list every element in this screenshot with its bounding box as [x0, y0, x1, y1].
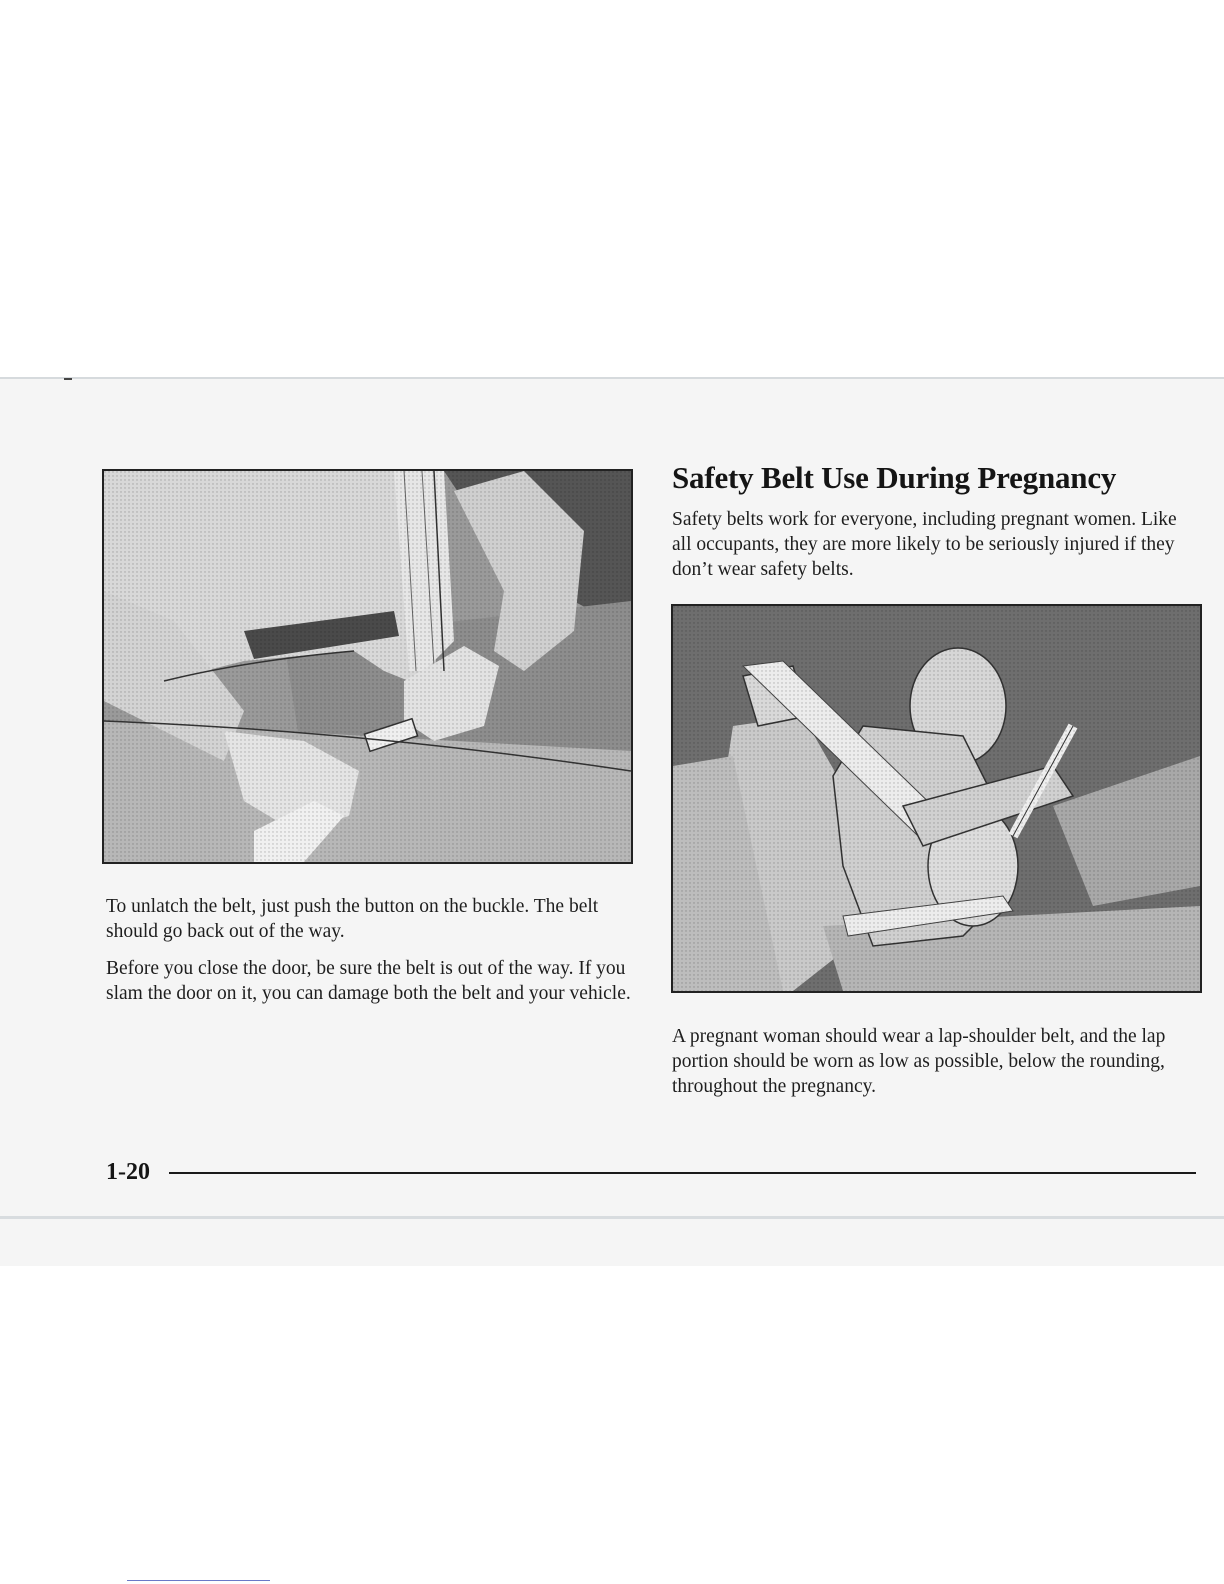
scan-mark — [64, 378, 72, 380]
door-paragraph: Before you close the door, be sure the belt is out of the way. If you slam the door on it, you can damage both the belt and your vehicle. — [106, 958, 631, 1004]
section-heading: Safety Belt Use During Pregnancy — [672, 460, 1117, 495]
buckle-unlatch-illustration — [102, 469, 633, 864]
pregnant-woman-belt-illustration — [671, 604, 1202, 993]
link-underline — [127, 1580, 270, 1581]
footer-rule — [169, 1172, 1196, 1174]
intro-paragraph: Safety belts work for everyone, including pregnant women. Like all occupants, they are more likely to be seriously injured if they don’t wear safety belts. — [672, 509, 1177, 580]
pregnant-paragraph: A pregnant woman should wear a lap-shoulder belt, and the lap portion should be worn as low as possible, below the rounding, throughout the pregnancy. — [672, 1026, 1166, 1097]
page-number: 1-20 — [106, 1159, 150, 1185]
scan-edge-line — [0, 1216, 1224, 1219]
unlatch-paragraph: To unlatch the belt, just push the button on the buckle. The belt should go back out of the way. — [106, 896, 599, 942]
